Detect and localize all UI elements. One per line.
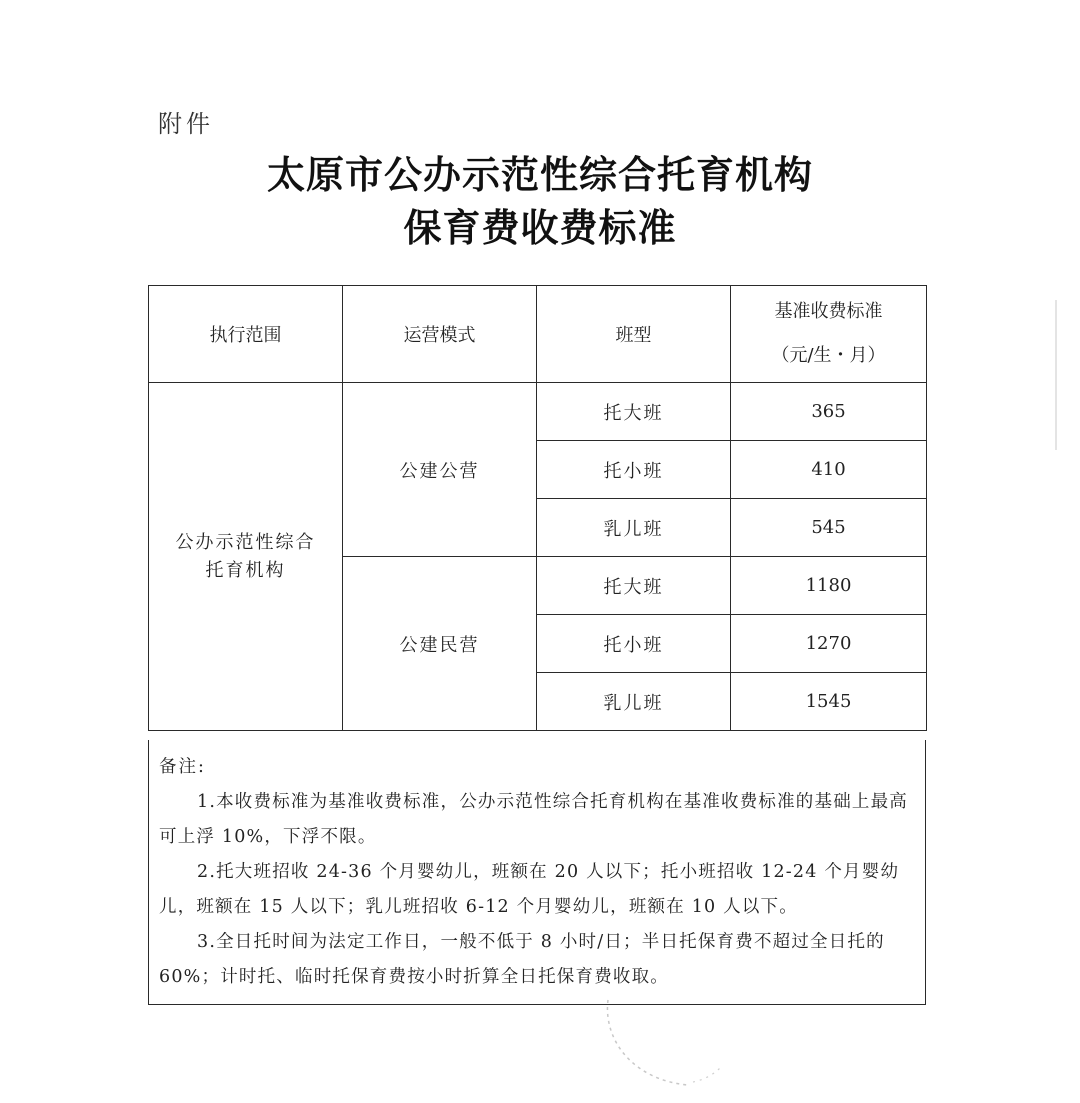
notes-title: 备注: bbox=[159, 757, 206, 777]
operation-mode-cell: 公建公营 bbox=[343, 383, 537, 557]
class-type-cell: 托小班 bbox=[537, 615, 731, 673]
seal-stamp-fragment bbox=[598, 990, 728, 1090]
fee-cell: 1545 bbox=[731, 673, 927, 731]
scope-cell bbox=[149, 383, 343, 731]
header-scope: 执行范围 bbox=[149, 286, 343, 383]
attachment-label: 附件 bbox=[158, 110, 214, 138]
class-type-cell: 托大班 bbox=[537, 557, 731, 615]
note-item: 3.全日托时间为法定工作日，一般不低于 8 小时/日；半日托保育费不超过全日托的 60%；计时托、临时托保育费按小时折算全日托保育费收取。 bbox=[159, 932, 885, 987]
document-title-line-1: 太原市公办示范性综合托育机构 bbox=[266, 152, 813, 197]
class-type-cell: 托小班 bbox=[537, 441, 731, 499]
fee-cell: 410 bbox=[731, 441, 927, 499]
scope-line-2: 托育机构 bbox=[205, 559, 286, 581]
class-type-cell: 乳儿班 bbox=[537, 673, 731, 731]
note-item: 1.本收费标准为基准收费标准，公办示范性综合托育机构在基准收费标准的基础上最高可上浮 10%，下浮不限。 bbox=[159, 792, 908, 847]
scan-edge-mark bbox=[1055, 300, 1057, 450]
fee-standard-table bbox=[148, 285, 927, 731]
table-header-row bbox=[149, 286, 927, 383]
fee-cell: 365 bbox=[731, 383, 927, 441]
class-type-cell: 乳儿班 bbox=[537, 499, 731, 557]
table-row bbox=[149, 383, 927, 441]
fee-cell: 545 bbox=[731, 499, 927, 557]
document-title-line-2: 保育费收费标准 bbox=[403, 205, 677, 250]
notes-section bbox=[148, 740, 926, 1005]
header-base-fee-title: 基准收费标准 bbox=[774, 301, 883, 322]
fee-cell: 1270 bbox=[731, 615, 927, 673]
fee-cell: 1180 bbox=[731, 557, 927, 615]
class-type-cell: 托大班 bbox=[537, 383, 731, 441]
scope-line-1: 公办示范性综合 bbox=[175, 531, 316, 553]
header-base-fee-unit: （元/生・月） bbox=[771, 345, 886, 366]
header-class-type: 班型 bbox=[537, 286, 731, 383]
header-operation-mode: 运营模式 bbox=[343, 286, 537, 383]
header-base-fee bbox=[731, 286, 927, 383]
note-item: 2.托大班招收 24-36 个月婴幼儿，班额在 20 人以下；托小班招收 12-24 个月婴幼儿，班额在 15 人以下；乳儿班招收 6-12 个月婴幼儿，班额在 10 人以下。 bbox=[159, 862, 900, 917]
operation-mode-cell: 公建民营 bbox=[343, 557, 537, 731]
